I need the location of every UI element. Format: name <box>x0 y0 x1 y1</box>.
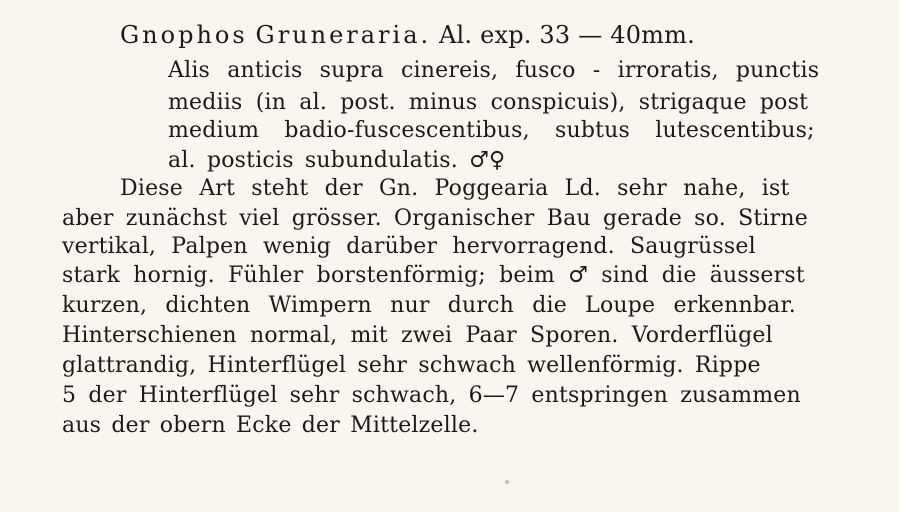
wing-expanse: Al. exp. 33 — 40mm. <box>439 21 695 49</box>
description-line: 5 der Hinterflügel sehr schwach, 6—7 entspringen zusammen <box>62 383 801 408</box>
description-line: aber zunächst viel grösser. Organischer Bau gerade so. Stirne <box>62 206 808 231</box>
description-line: kurzen, dichten Wimpern nur durch die Loupe erkennbar. <box>62 293 796 318</box>
description-line: aus der obern Ecke der Mittelzelle. <box>62 413 479 438</box>
description-line: stark hornig. Fühler borstenförmig; beim ♂ sind die äusserst <box>62 263 805 288</box>
description-line: glattrandig, Hinterflügel sehr schwach wellenförmig. Rippe <box>62 353 761 378</box>
diagnosis-line: Alis anticis supra cinereis, fusco - irroratis, punctis <box>168 58 820 83</box>
diagnosis-line: medium badio-fuscescentibus, subtus lutescentibus; <box>168 118 815 143</box>
diagnosis-line: mediis (in al. post. minus conspicuis), strigaque post <box>168 90 809 115</box>
description-line: Hinterschienen normal, mit zwei Paar Sporen. Vorderflügel <box>62 323 773 348</box>
paper-speck <box>505 480 509 484</box>
description-line: Diese Art steht der Gn. Poggearia Ld. sehr nahe, ist <box>120 176 790 201</box>
diagnosis-line: al. posticis subundulatis. ♂♀ <box>168 148 506 173</box>
species-heading <box>120 20 695 50</box>
species-name: Gruneraria. <box>255 21 432 49</box>
description-line: vertikal, Palpen wenig darüber hervorragend. Saugrüssel <box>62 234 756 259</box>
genus-name: Gnophos <box>120 21 248 49</box>
